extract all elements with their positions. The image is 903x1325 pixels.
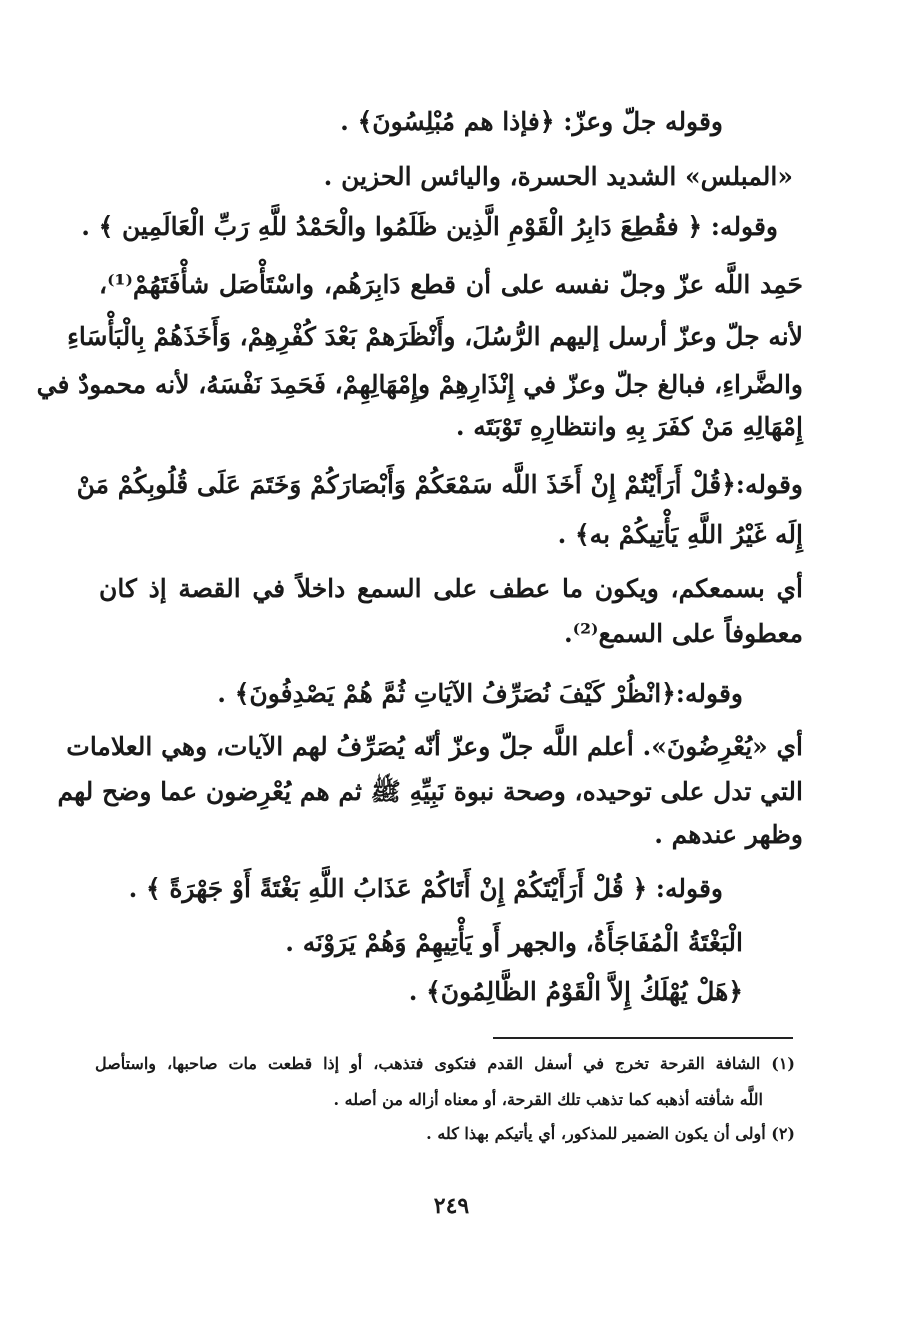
text-line: وقوله:﴿قُلْ أَرَأَيْتُمْ إِنْ أَخَذَ اللَّه سَمْعَكُمْ وَأَبْصَارَكُمْ وَخَتَمَ عَلَى قُلُوبِكُمْ مَنْ [76, 470, 803, 499]
text-line: إِمْهَالِهِ مَنْ كفَرَ بِهِ وانتظارِهِ تَوْبَتَه . [455, 412, 803, 441]
footnote-separator [493, 1037, 793, 1039]
text-line: وقوله: ﴿ قُلْ أَرَأَيْتَكُمْ إِنْ أَتَاكُمْ عَذَابُ اللَّهِ بَغْتَةً أَوْ جَهْرَةً ﴾ . [128, 874, 723, 903]
text-line: حَمِد اللَّه عزّ وجلّ نفسه على أن قطع دَابِرَهُم، واسْتَأْصَل شأْفَتَهُمْ⁽¹⁾، [99, 270, 803, 299]
text-line: لأنه جلّ وعزّ أرسل إليهم الرُّسُلَ، وأَنْظَرَهمْ بَعْدَ كُفْرِهِمْ، وَأَخَذَهُمْ بِالْبَأْسَاءِ [67, 322, 803, 351]
text-line: أي بسمعكم، ويكون ما عطف على السمع داخلاً في القصة إذ كان [99, 574, 803, 603]
footnote-line: اللَّه شأفته أذهبه كما تذهب تلك القرحة، أو معناه أزاله من أصله . [333, 1090, 763, 1109]
footnote-line: (٢) أولى أن يكون الضمير للمذكور، أي يأتيكم بهذا كله . [426, 1124, 795, 1143]
text-line: وقوله:﴿انْظُرْ كَيْفَ نُصَرِّفُ الآيَاتِ ثُمَّ هُمْ يَصْدِفُونَ﴾ . [217, 679, 743, 708]
text-line: ﴿هَلْ يُهْلَكُ إِلاَّ الْقَوْمُ الظَّالِمُونَ﴾ . [408, 977, 743, 1006]
footnote-line: (١) الشافة القرحة تخرج في أسفل القدم فتكوى فتذهب، أو إذا قطعت مات صاحبها، واستأصل [95, 1054, 795, 1073]
text-line: الْبَغْتَةُ الْمُفَاجَأَةُ، والجهر أَو يَأْتِيهِمْ وَهُمْ يَرَوْنَه . [285, 928, 743, 957]
text-line: إِلَه غَيْرُ اللَّهِ يَأْتِيكُمْ به﴾ . [557, 520, 803, 549]
text-line: التي تدل على توحيده، وصحة نبوة نَبِيِّهِ ﷺ ثم هم يُعْرِضون عما وضح لهم [57, 777, 803, 806]
text-line: وقوله: ﴿ فقُطِعَ دَابِرُ الْقَوْمِ الَّذِين ظَلَمُوا والْحَمْدُ للَّهِ رَبِّ الْعَالَمِين ﴾ . [81, 212, 778, 241]
text-line: معطوفاً على السمع⁽²⁾. [563, 619, 803, 648]
text-line: وظهر عندهم . [654, 820, 803, 849]
page-number: ٢٤٩ [433, 1193, 470, 1219]
text-line: «المبلس» الشديد الحسرة، واليائس الحزين . [323, 162, 793, 191]
text-line: أي «يُعْرِضُونَ». أعلم اللَّه جلّ وعزّ أنّه يُصَرِّفُ لهم الآيات، وهي العلامات [66, 732, 803, 761]
text-line: والضَّراءِ، فبالغ جلّ وعزّ في إِنْذَارِهِمْ وإِمْهَالِهِمْ، فَحَمِدَ نَفْسَهُ، لأنه محمودٌ في [36, 370, 803, 399]
text-line: وقوله جلّ وعزّ: ﴿فإذا هم مُبْلِسُونَ﴾ . [340, 107, 723, 136]
